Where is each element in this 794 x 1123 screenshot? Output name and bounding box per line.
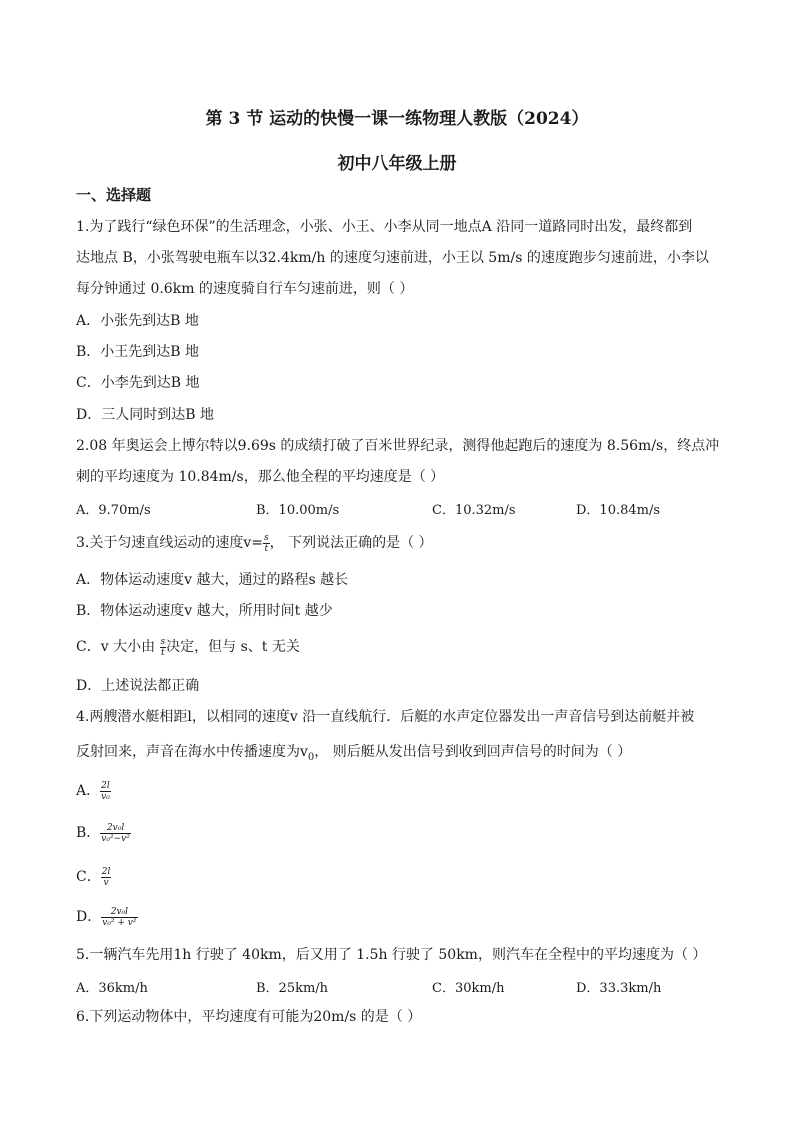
q5-option-a: A．36km/h <box>76 981 148 996</box>
q4-line-2-post: ， 则后艇从发出信号到收到回声信号的时间为（ ） <box>314 744 632 760</box>
q4-line-2-pre: 反射回来，声音在海水中传播速度为v <box>76 744 308 760</box>
q1-option-a: A．小张先到达B 地 <box>76 313 199 329</box>
q4-option-b-num: 2v₀l <box>100 823 131 834</box>
q4-option-b-label: B． <box>76 825 101 841</box>
q4-line-1: 4.两艘潜水艇相距l，以相同的速度v 沿一直线航行．后艇的水声定位器发出一声音信号到达前艇并被 <box>76 709 695 725</box>
q4-line-2-sub: 0 <box>307 751 315 763</box>
document-title: 第 3 节 运动的快慢一课一练物理人教版（2024） <box>205 109 589 129</box>
q3-option-d: D．上述说法都正确 <box>76 678 200 694</box>
q5-line-1: 5.一辆汽车先用1h 行驶了 40km，后又用了 1.5h 行驶了 50km，则汽车在全程中的平均速度为（ ） <box>76 947 707 963</box>
q4-option-c-label: C． <box>76 869 101 885</box>
q1-line-1: 1.为了践行“绿色环保”的生活理念，小张、小王、小李从同一地点A 沿同一道路同时出发，最终都到 <box>76 219 693 235</box>
q3-option-c <box>76 636 300 658</box>
q1-line-2: 达地点 B，小张驾驶电瓶车以32.4km/h 的速度匀速前进，小王以 5m/s 的速度跑步匀速前进，小李以 <box>76 250 709 266</box>
q4-option-b <box>76 822 131 844</box>
q2-line-2: 刺的平均速度为 10.84m/s，那么他全程的平均速度是（ ） <box>76 469 445 485</box>
q3-option-a: A．物体运动速度v 越大，通过的路程s 越长 <box>76 572 349 588</box>
q3-fraction-den: t <box>264 543 269 554</box>
q4-option-a <box>76 780 111 802</box>
q2-option-d: D．10.84m/s <box>576 503 661 518</box>
q4-option-d-num: 2v₀l <box>101 907 137 918</box>
q5-option-c: C．30km/h <box>432 981 505 996</box>
q3-option-c-pre: C．v 大小由 <box>76 639 160 655</box>
q4-option-d-label: D． <box>76 909 102 925</box>
q3-stem-post: ， 下列说法正确的是（ ） <box>269 535 433 551</box>
q1-option-d: D．三人同时到达B 地 <box>76 407 214 423</box>
q4-option-c-num: 2l <box>101 866 111 877</box>
q2-option-a: A．9.70m/s <box>76 503 151 518</box>
q2-option-c: C．10.32m/s <box>432 503 516 518</box>
q3-fraction-num: s <box>264 532 269 543</box>
q3-option-c-den: t <box>161 647 165 658</box>
q1-line-3: 每分钟通过 0.6km 的速度骑自行车匀速前进，则（ ） <box>76 281 414 297</box>
q4-option-a-label: A． <box>76 783 101 799</box>
q3-stem <box>76 532 433 554</box>
document-subtitle: 初中八年级上册 <box>337 154 457 174</box>
q2-line-1: 2.08 年奥运会上博尔特以9.69s 的成绩打破了百米世界纪录，测得他起跑后的速度为 8.56m/s，终点冲 <box>76 438 720 454</box>
q3-stem-pre: 3.关于匀速直线运动的速度v= <box>76 535 263 551</box>
q5-option-b: B．25km/h <box>256 981 329 996</box>
q4-line-2 <box>76 741 631 763</box>
q3-option-c-post: 决定，但与 s、t 无关 <box>166 639 300 655</box>
q4-option-b-den: v₀²−v² <box>101 833 130 844</box>
q5-option-d: D．33.3km/h <box>576 981 662 996</box>
q4-option-c-den: v <box>103 877 109 888</box>
q3-fraction <box>263 533 270 554</box>
q6-line-1: 6.下列运动物体中，平均速度有可能为20m/s 的是（ ） <box>76 1009 422 1025</box>
q4-option-a-num: 2l <box>101 780 110 791</box>
q3-option-b: B．物体运动速度v 越大，所用时间t 越少 <box>76 603 333 619</box>
q4-option-d-fraction <box>101 907 137 928</box>
q1-option-c: C．小李先到达B 地 <box>76 375 200 391</box>
q1-option-b: B．小王先到达B 地 <box>76 344 200 360</box>
section-heading: 一、选择题 <box>76 186 152 204</box>
q4-option-d <box>76 906 138 928</box>
q4-option-a-den: v₀ <box>101 791 110 802</box>
q4-option-b-fraction <box>100 823 131 844</box>
q2-option-b: B．10.00m/s <box>256 503 340 518</box>
q4-option-c <box>76 866 111 888</box>
q4-option-a-fraction <box>100 781 111 802</box>
q4-option-c-fraction <box>101 867 112 888</box>
q4-option-d-den: v₀² + v² <box>102 917 137 928</box>
q3-option-c-num: s <box>160 636 166 647</box>
